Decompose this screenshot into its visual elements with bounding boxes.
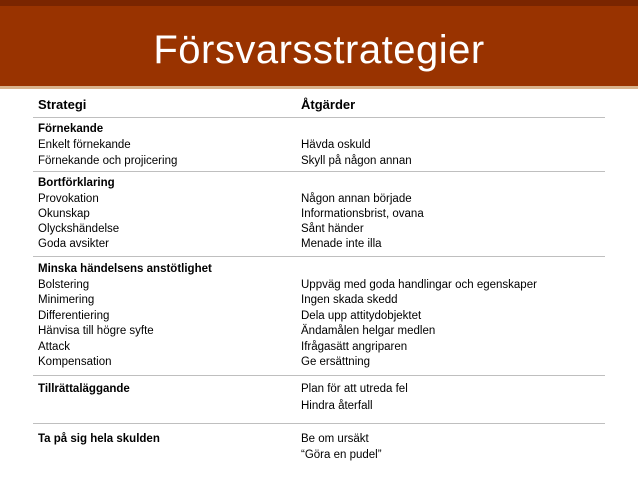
strategy-cell: Hänvisa till högre syfte <box>38 325 154 337</box>
group-name-tillrattalaggande: Tillrättaläggande <box>38 383 130 395</box>
action-cell: Menade inte illa <box>301 238 382 250</box>
column-header-actions: Åtgärder <box>301 97 356 112</box>
action-cell: “Göra en pudel” <box>301 449 382 461</box>
group-name-bortforklaring: Bortförklaring <box>38 177 115 189</box>
strategy-cell: Förnekande och projicering <box>38 155 178 167</box>
action-cell: Ändamålen helgar medlen <box>301 325 436 337</box>
group-name-minska: Minska händelsens anstötlighet <box>38 263 212 275</box>
strategy-cell: Bolstering <box>38 279 90 291</box>
group-divider <box>33 256 605 257</box>
action-cell: Ge ersättning <box>301 356 371 368</box>
action-cell: Hävda oskuld <box>301 139 371 151</box>
slide-title: Försvarsstrategier <box>153 28 485 72</box>
group-divider <box>33 375 605 376</box>
strategy-cell: Differentiering <box>38 310 110 322</box>
action-cell: Plan för att utreda fel <box>301 383 408 395</box>
action-cell: Ifrågasätt angriparen <box>301 341 408 353</box>
action-cell: Någon annan började <box>301 193 412 205</box>
strategy-cell: Okunskap <box>38 208 90 220</box>
strategy-cell: Kompensation <box>38 356 112 368</box>
action-cell: Dela upp attitydobjektet <box>301 310 422 322</box>
action-cell: Informationsbrist, ovana <box>301 208 424 220</box>
strategy-cell: Goda avsikter <box>38 238 109 250</box>
strategy-cell: Enkelt förnekande <box>38 139 131 151</box>
action-cell: Be om ursäkt <box>301 433 369 445</box>
action-cell: Hindra återfall <box>301 400 373 412</box>
action-cell: Skyll på någon annan <box>301 155 412 167</box>
action-cell: Ingen skada skedd <box>301 294 398 306</box>
strategy-cell: Provokation <box>38 193 99 205</box>
column-header-strategy: Strategi <box>38 97 87 112</box>
strategy-cell: Minimering <box>38 294 95 306</box>
group-name-ta-pa-sig-skulden: Ta på sig hela skulden <box>38 433 160 445</box>
strategy-cell: Attack <box>38 341 70 353</box>
group-divider <box>33 171 605 172</box>
group-name-fornekande: Förnekande <box>38 123 104 135</box>
strategy-cell: Olyckshändelse <box>38 223 120 235</box>
group-divider <box>33 423 605 424</box>
header-row-divider <box>33 117 605 118</box>
action-cell: Sånt händer <box>301 223 364 235</box>
action-cell: Uppväg med goda handlingar och egenskaper <box>301 279 537 291</box>
